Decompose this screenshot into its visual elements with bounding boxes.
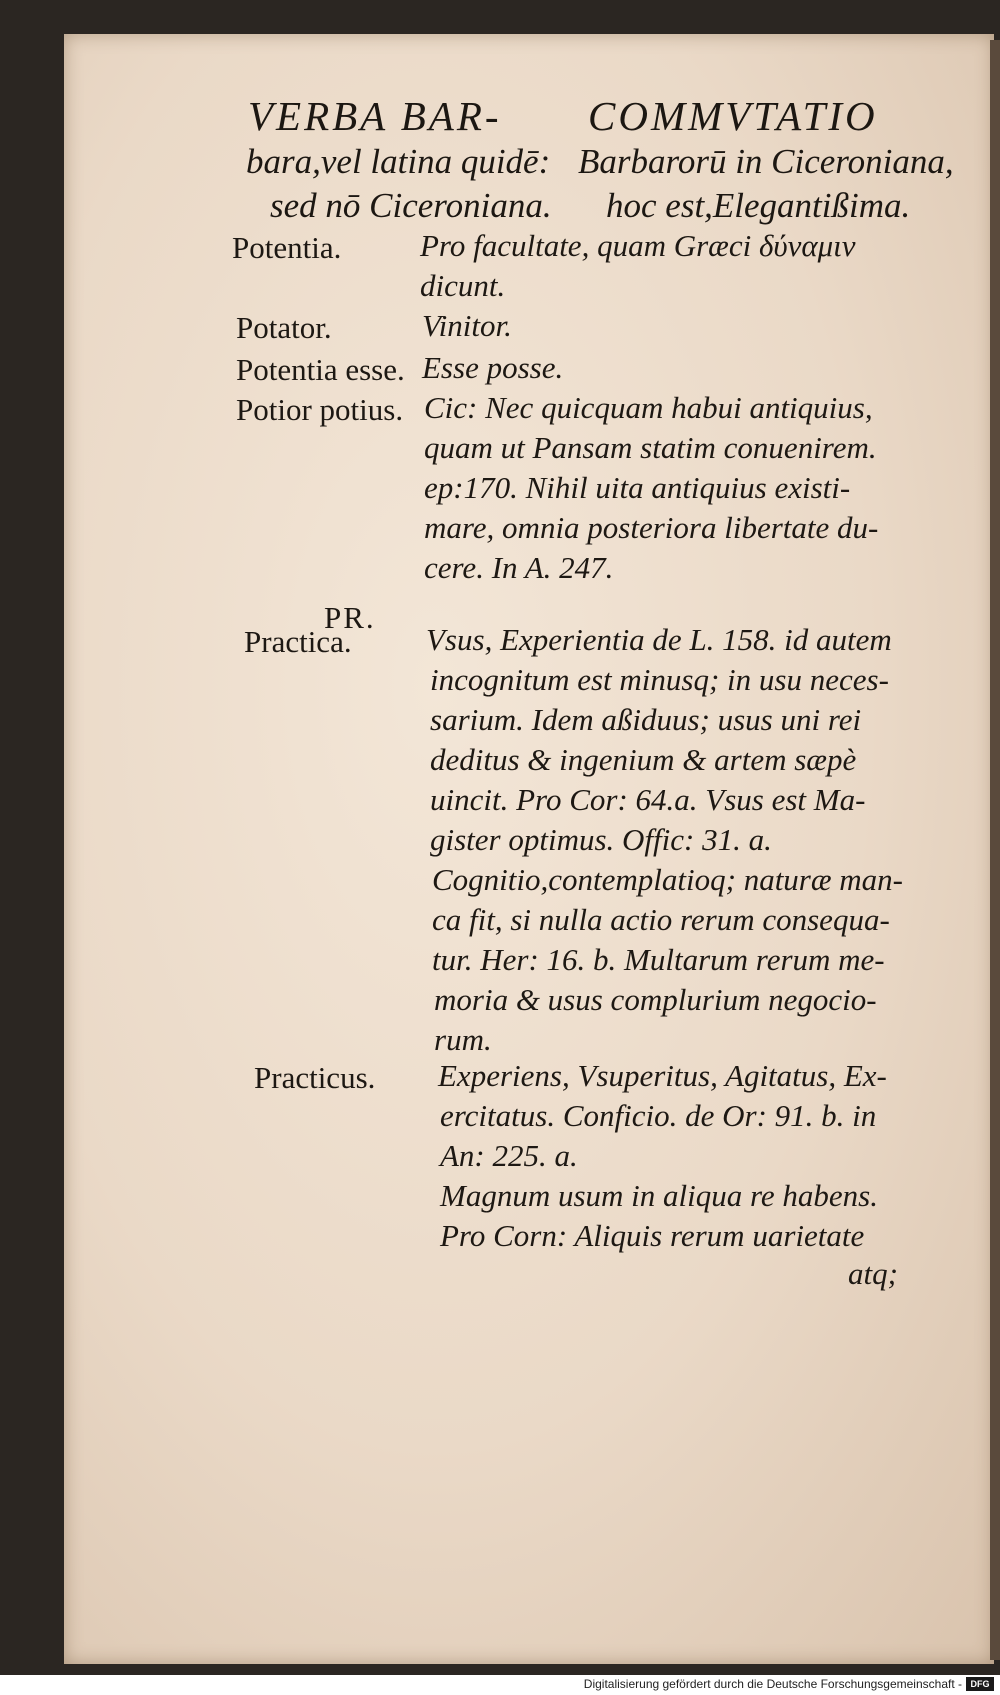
entry-line: Esse posse. [422, 350, 564, 385]
entry-line: Cic: Nec quicquam habui antiquius, [424, 390, 873, 425]
entry-line: ep:170. Nihil uita antiquius existi- [424, 470, 851, 505]
header-left-line: sed nō Ciceroniana. [270, 186, 552, 225]
entry-term: Potior potius. [236, 392, 404, 427]
entry-line: ercitatus. Conficio. de Or: 91. b. in [440, 1098, 877, 1133]
page-edge [990, 40, 1000, 1660]
entry-line: mare, omnia posteriora libertate du- [424, 510, 879, 545]
digitization-footer [0, 1675, 1000, 1695]
entry-term: Potentia. [232, 230, 342, 265]
entry-line: incognitum est minusq; in usu neces- [430, 662, 889, 697]
entry-line: Cognitio,contemplatioq; naturæ man- [432, 862, 904, 897]
header-right-caption: COMMVTATIO [588, 93, 878, 139]
entry-line: Magnum usum in aliqua re habens. [440, 1178, 878, 1213]
header-right-line: Barbarorū in Ciceroniana, [578, 142, 954, 181]
entry-line: quam ut Pansam statim conuenirem. [424, 430, 877, 465]
entry-line: cere. In A. 247. [424, 550, 614, 585]
entry-term: Potentia esse. [236, 352, 405, 387]
entry-line: rum. [434, 1022, 492, 1057]
dfg-logo: DFG [966, 1677, 994, 1691]
entry-term: Potator. [236, 310, 332, 345]
entry-term: Practicus. [254, 1060, 376, 1095]
header-right-line: hoc est,Elegantißima. [606, 186, 911, 225]
entry-line: Experiens, Vsuperitus, Agitatus, Ex- [438, 1058, 887, 1093]
entry-line: sarium. Idem aßiduus; usus uni rei [430, 702, 862, 737]
entry-line: Pro facultate, quam Græci δύναμιν [420, 228, 856, 263]
entry-line: tur. Her: 16. b. Multarum rerum me- [432, 942, 885, 977]
header-left-line: bara,vel latina quidē: [246, 142, 551, 181]
entry-line: ca fit, si nulla actio rerum consequa- [432, 902, 890, 937]
entry-term: Practica. [244, 624, 352, 659]
entry-line: deditus & ingenium & artem sæpè [430, 742, 857, 777]
entry-line: Vsus, Experientia de L. 158. id autem [426, 622, 892, 657]
header-left-caption: VERBA BAR- [248, 93, 502, 139]
entry-line: moria & usus complurium negocio- [434, 982, 877, 1017]
entry-line: Pro Corn: Aliquis rerum uarietate [440, 1218, 865, 1253]
section-heading: PR. [324, 600, 376, 635]
entry-line: uincit. Pro Cor: 64.a. Vsus est Ma- [430, 782, 866, 817]
footer-credit: Digitalisierung gefördert durch die Deutsche Forschungsgemeinschaft - [583, 1677, 962, 1691]
entry-line: Vinitor. [422, 308, 512, 343]
entry-line: An: 225. a. [440, 1138, 578, 1173]
catchword: atq; [848, 1256, 898, 1291]
entry-line: dicunt. [420, 268, 506, 303]
entry-line: gister optimus. Offic: 31. a. [430, 822, 772, 857]
